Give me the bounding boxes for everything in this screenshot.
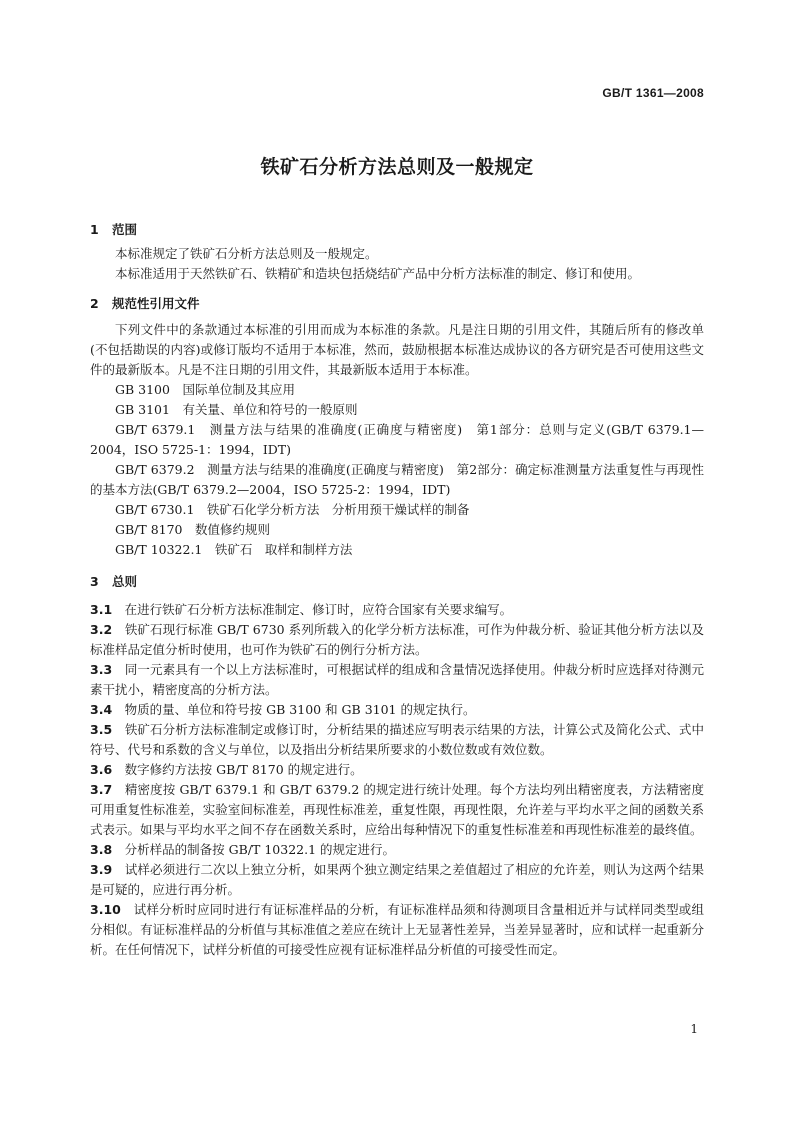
- section-title: 规范性引用文件: [112, 296, 200, 311]
- page-number: 1: [690, 1022, 698, 1036]
- clause-number: 3.1: [90, 602, 113, 617]
- clause-text: 物质的量、单位和符号按 GB 3100 和 GB 3101 的规定执行。: [124, 702, 476, 717]
- clause-number: 3.6: [90, 762, 113, 777]
- section-2-heading: [90, 294, 704, 312]
- clause-number: 3.3: [90, 662, 113, 677]
- reference-item: GB 3100 国际单位制及其应用: [115, 382, 295, 397]
- document-body: [90, 220, 704, 960]
- reference-item: GB/T 6730.1 铁矿石化学分析方法 分析用预干燥试样的制备: [115, 502, 470, 517]
- paragraph: 下列文件中的条款通过本标准的引用而成为本标准的条款。凡是注日期的引用文件，其随后所有的修改单(不包括勘误的内容)或修订版均不适用于本标准，然而，鼓励根据本标准达成协议的各方研究是否可使用这些文件的最新版本。凡是不注日期的引用文件，其最新版本适用于本标准。: [90, 322, 704, 377]
- standard-code: GB/T 1361—2008: [602, 86, 704, 100]
- reference-item: GB/T 6379.1 测量方法与结果的准确度(正确度与精密度) 第1部分：总则与定义(GB/T 6379.1—2004，ISO 5725-1：1994，IDT): [90, 422, 704, 457]
- section-title: 总则: [112, 574, 138, 589]
- section-title: 范围: [112, 222, 138, 237]
- section-number: 2: [90, 296, 99, 311]
- clause-text: 试样分析时应同时进行有证标准样品的分析，有证标准样品须和待测项目含量相近并与试样同类型或组分相似。有证标准样品的分析值与其标准值之差应在统计上无显著性差异，当差异显著时，应和试样一起重新分析。在任何情况下，试样分析值的可接受性应视有证标准样品分析值的可接受性而定。: [90, 902, 704, 957]
- clause-number: 3.10: [90, 902, 121, 917]
- clause-text: 试样必须进行二次以上独立分析，如果两个独立测定结果之差值超过了相应的允许差，则认为这两个结果是可疑的，应进行再分析。: [90, 862, 704, 897]
- reference-item: GB 3101 有关量、单位和符号的一般原则: [115, 402, 358, 417]
- section-number: 1: [90, 222, 99, 237]
- clause: [90, 840, 704, 860]
- paragraph: 本标准适用于天然铁矿石、铁精矿和造块包括烧结矿产品中分析方法标准的制定、修订和使用。: [115, 266, 641, 281]
- reference-item: GB/T 8170 数值修约规则: [115, 522, 271, 537]
- reference-item: GB/T 6379.2 测量方法与结果的准确度(正确度与精密度) 第2部分：确定标准测量方法重复性与再现性的基本方法(GB/T 6379.2—2004，ISO 5725-2：1994，IDT): [90, 462, 704, 497]
- clause: [90, 780, 704, 840]
- clause: [90, 720, 704, 760]
- paragraph: 本标准规定了铁矿石分析方法总则及一般规定。: [115, 246, 378, 261]
- clause-number: 3.4: [90, 702, 113, 717]
- clause-number: 3.5: [90, 722, 113, 737]
- clause-list: [90, 600, 704, 960]
- clause-text: 同一元素具有一个以上方法标准时，可根据试样的组成和含量情况选择使用。仲裁分析时应选择对待测元素干扰小，精密度高的分析方法。: [90, 662, 704, 697]
- clause-text: 铁矿石现行标准 GB/T 6730 系列所载入的化学分析方法标准，可作为仲裁分析、验证其他分析方法以及标准样品定值分析时使用，也可作为铁矿石的例行分析方法。: [90, 622, 704, 657]
- clause: [90, 620, 704, 660]
- clause-text: 铁矿石分析方法标准制定或修订时，分析结果的描述应写明表示结果的方法，计算公式及简化公式、式中符号、代号和系数的含义与单位，以及指出分析结果所要求的小数位数或有效位数。: [90, 722, 704, 757]
- clause-number: 3.9: [90, 862, 113, 877]
- section-3-heading: [90, 572, 704, 590]
- clause-number: 3.2: [90, 622, 113, 637]
- reference-item: GB/T 10322.1 铁矿石 取样和制样方法: [115, 542, 353, 557]
- clause: [90, 700, 704, 720]
- document-title: 铁矿石分析方法总则及一般规定: [260, 156, 534, 178]
- clause-text: 数字修约方法按 GB/T 8170 的规定进行。: [124, 762, 363, 777]
- clause-number: 3.7: [90, 782, 113, 797]
- clause: [90, 900, 704, 960]
- section-number: 3: [90, 574, 99, 589]
- clause-number: 3.8: [90, 842, 113, 857]
- clause-text: 精密度按 GB/T 6379.1 和 GB/T 6379.2 的规定进行统计处理。每个方法均列出精密度表，方法精密度可用重复性标准差，实验室间标准差，再现性标准差，重复性限，再现性限，允许差与平均水平之间的函数关系式表示。如果与平均水平之间不存在函数关系时，应给出每种情况下的重复性标准差和再现性标准差的最终值。: [90, 782, 704, 837]
- clause: [90, 600, 704, 620]
- clause-text: 在进行铁矿石分析方法标准制定、修订时，应符合国家有关要求编写。: [124, 602, 513, 617]
- section-1-heading: [90, 220, 704, 238]
- clause: [90, 660, 704, 700]
- clause: [90, 760, 704, 780]
- clause: [90, 860, 704, 900]
- clause-text: 分析样品的制备按 GB/T 10322.1 的规定进行。: [124, 842, 396, 857]
